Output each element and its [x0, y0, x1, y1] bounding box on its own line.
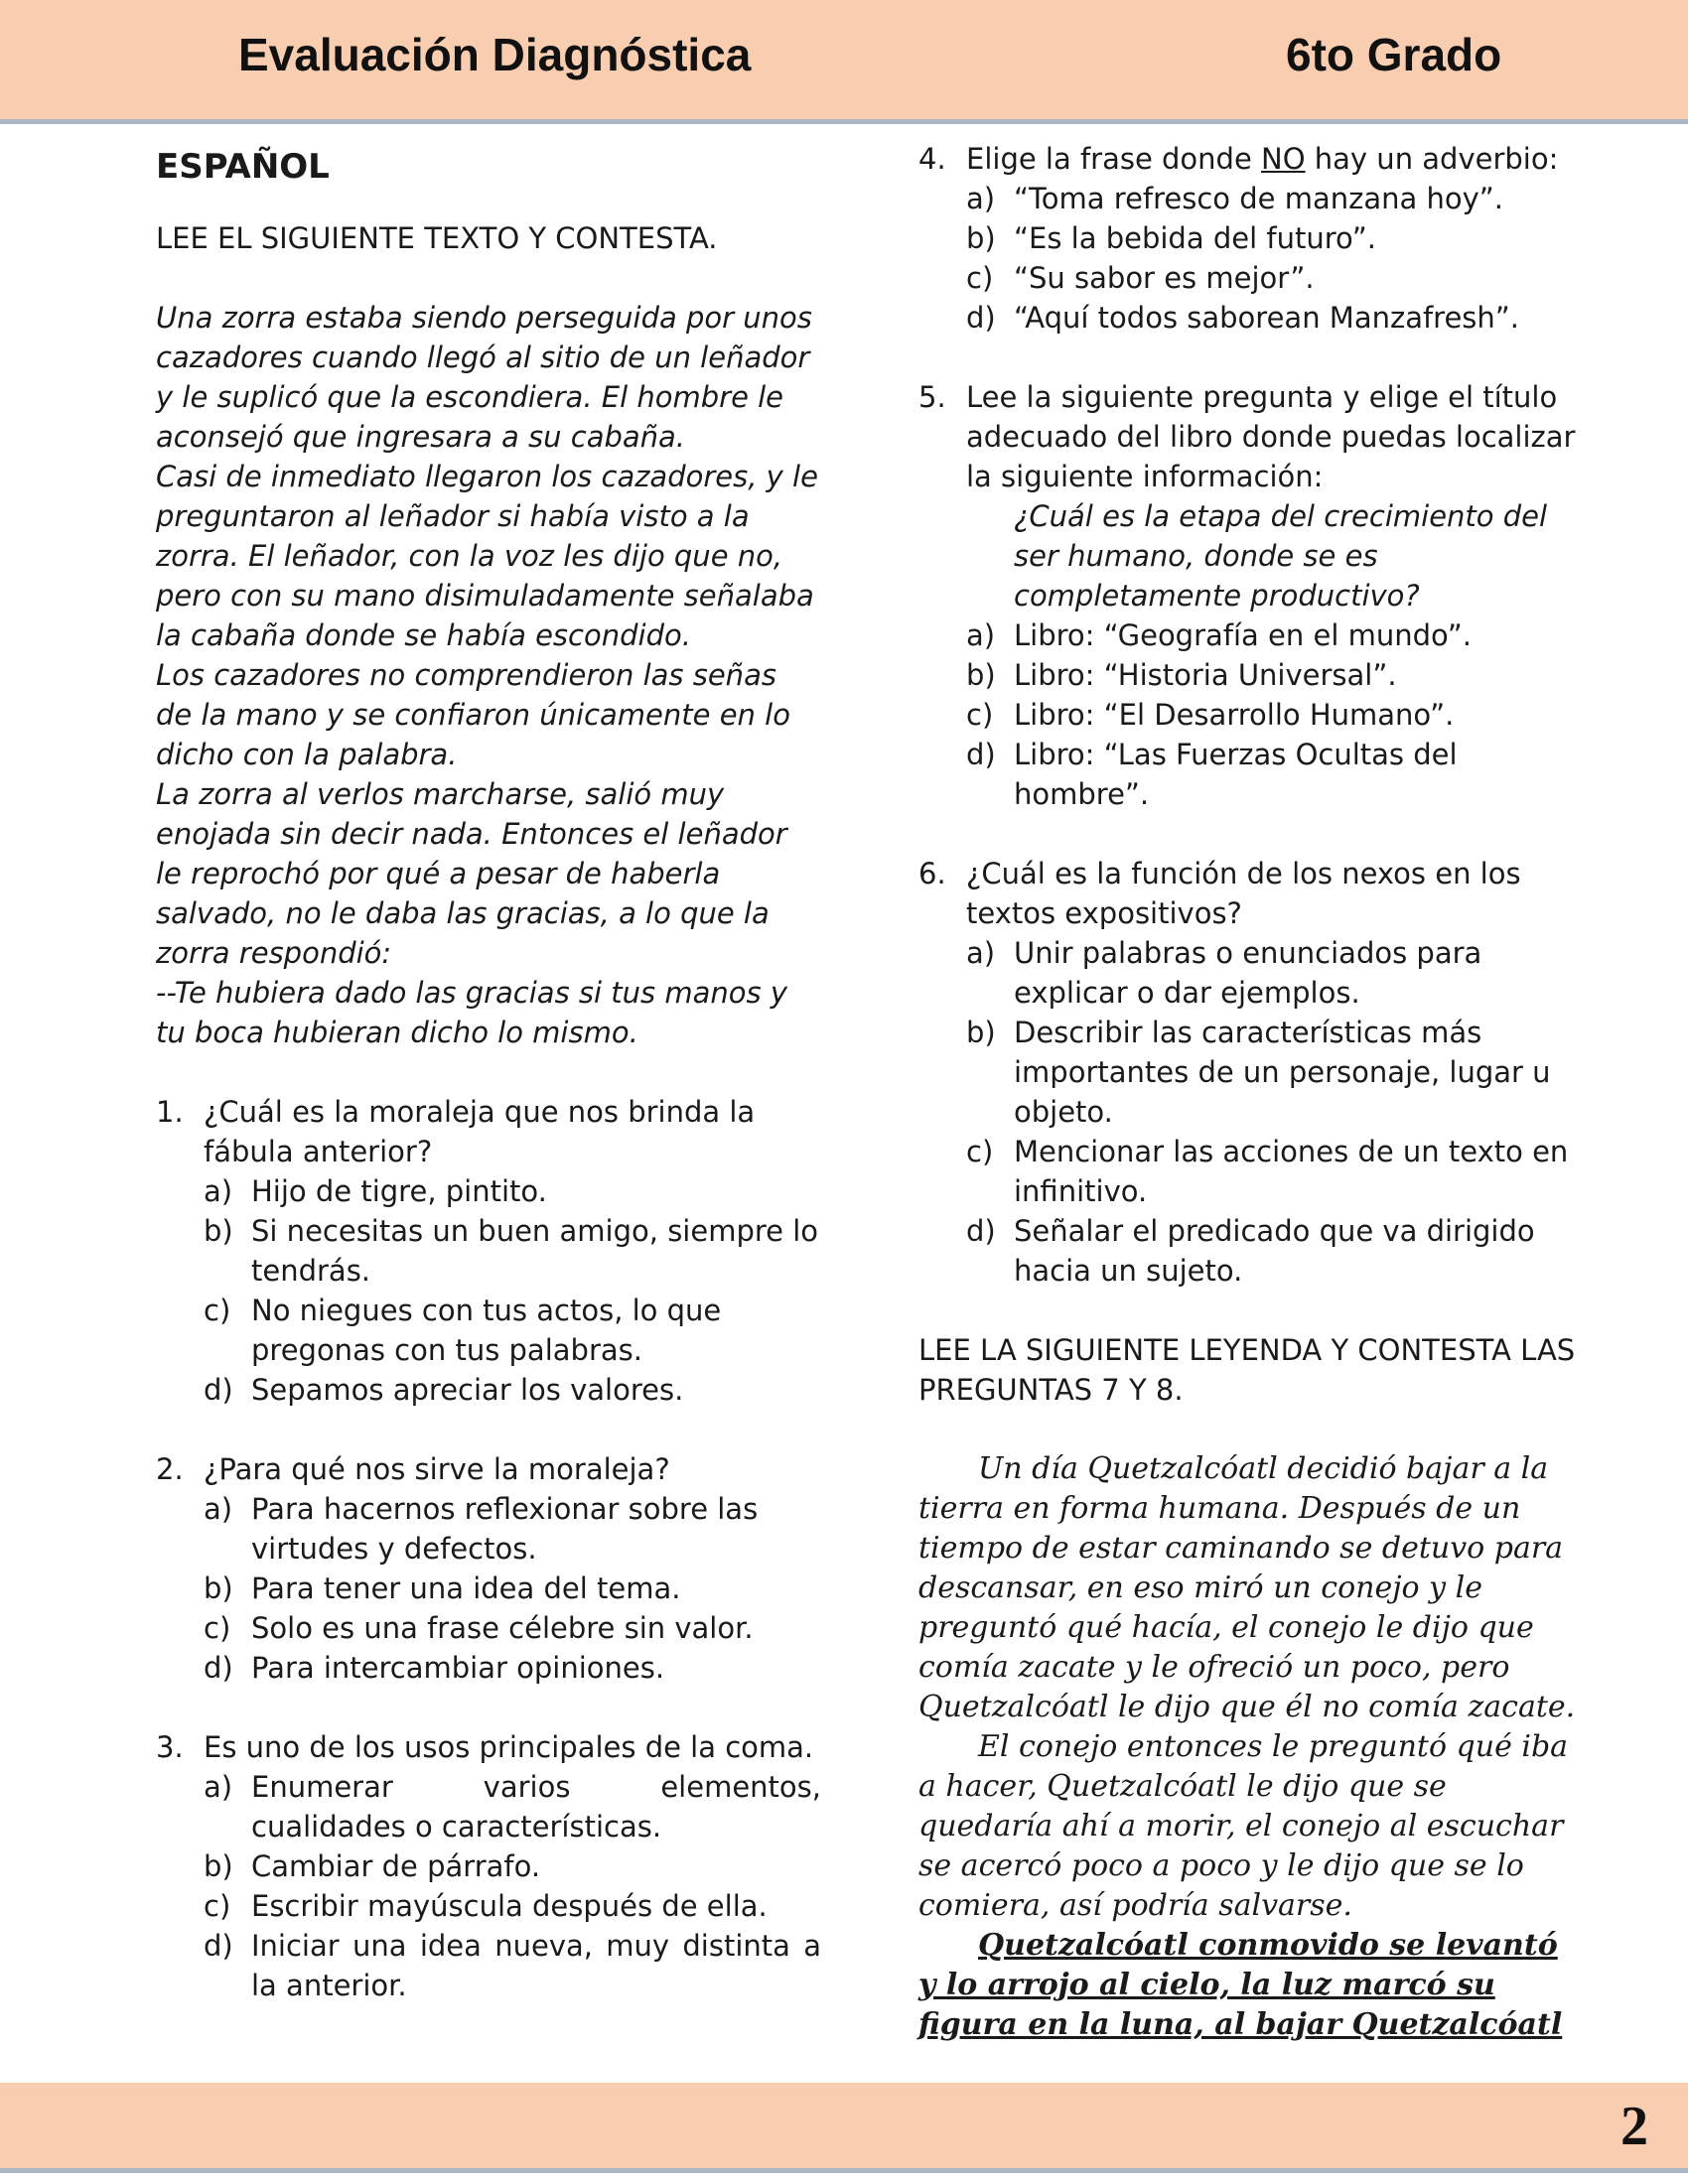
question-text: Lee la siguiente pregunta y elige el título adecuado del libro donde puedas localizar la siguiente información: — [966, 380, 1576, 493]
option-letter: d) — [966, 301, 996, 335]
option-letter: b) — [204, 1571, 233, 1605]
right-column — [918, 139, 1584, 2045]
question-text: Es uno de los usos principales de la coma. — [204, 1730, 814, 1764]
option-text: Unir palabras o enunciados para explicar o dar ejemplos. — [1014, 936, 1482, 1010]
option-letter: d) — [204, 1929, 233, 1963]
option-text: Cambiar de párrafo. — [251, 1849, 541, 1883]
question-4 — [918, 139, 1584, 338]
option-letter: a) — [204, 1174, 233, 1208]
option-text: Sepamos apreciar los valores. — [251, 1373, 684, 1407]
option-text: Libro: “Las Fuerzas Ocultas del hombre”. — [1014, 738, 1458, 811]
left-column — [156, 139, 821, 2005]
answer-option[interactable] — [204, 1767, 821, 1846]
fable-paragraph: --Te hubiera dado las gracias si tus manos y tu boca hubieran dicho lo mismo. — [156, 976, 787, 1049]
option-text: Iniciar una idea nueva, muy distinta a la anterior. — [251, 1929, 821, 2002]
answer-option[interactable] — [966, 655, 1584, 695]
answer-option[interactable] — [966, 218, 1584, 258]
option-text: Para hacernos reflexionar sobre las virtudes y defectos. — [251, 1492, 759, 1566]
option-letter: c) — [966, 698, 994, 732]
option-text: Señalar el predicado que va dirigido hacia un sujeto. — [1014, 1214, 1535, 1288]
fable-paragraph: La zorra al verlos marcharse, salió muy enojada sin decir nada. Entonces el leñador le reprochó por qué a pesar de haberla salvado, no le daba las gracias, a lo que la zorra respondió: — [156, 777, 787, 970]
question-number: 6. — [918, 857, 946, 890]
option-text: Escribir mayúscula después de ella. — [251, 1889, 768, 1923]
answer-option[interactable] — [966, 258, 1584, 298]
option-text: “Es la bebida del futuro”. — [1014, 221, 1376, 255]
option-text: Libro: “El Desarrollo Humano”. — [1014, 698, 1455, 732]
question-number: 5. — [918, 380, 946, 414]
option-letter: a) — [966, 618, 996, 652]
option-letter: b) — [966, 221, 996, 255]
fable-text — [156, 298, 821, 1052]
answer-option[interactable] — [204, 1648, 821, 1688]
answer-options — [204, 1171, 821, 1410]
option-text: Describir las características más importantes de un personaje, lugar u objeto. — [1014, 1016, 1551, 1129]
answer-option[interactable] — [204, 1608, 821, 1648]
reading-instruction: LEE EL SIGUIENTE TEXTO Y CONTESTA. — [156, 221, 718, 255]
option-text: Libro: “Historia Universal”. — [1014, 658, 1397, 692]
option-letter: b) — [204, 1214, 233, 1248]
page-number: 2 — [1620, 2096, 1648, 2157]
question-text: ¿Para qué nos sirve la moraleja? — [204, 1452, 670, 1486]
option-letter: a) — [204, 1770, 233, 1804]
question-5 — [918, 377, 1584, 814]
legend-paragraph: El conejo entonces le preguntó qué iba a hacer, Quetzalcóatl le dijo que se quedaría ahí a morir, el conejo al escuchar se acercó poco a poco y le dijo que se lo comiera, así podría salvarse. — [918, 1729, 1569, 1923]
answer-option[interactable] — [204, 1886, 821, 1926]
section-heading: ESPAÑOL — [156, 147, 330, 187]
answer-option[interactable] — [204, 1171, 821, 1211]
option-text: No niegues con tus actos, lo que pregonas con tus palabras. — [251, 1294, 722, 1367]
option-letter: b) — [204, 1849, 233, 1883]
answer-options — [204, 1489, 821, 1688]
answer-options — [204, 1767, 821, 2005]
option-letter: c) — [204, 1889, 231, 1923]
answer-options — [966, 933, 1584, 1291]
option-text: Hijo de tigre, pintito. — [251, 1174, 547, 1208]
answer-option[interactable] — [204, 1846, 821, 1886]
option-letter: c) — [966, 261, 994, 295]
answer-option[interactable] — [204, 1489, 821, 1569]
option-letter: d) — [204, 1373, 233, 1407]
question-1 — [156, 1092, 821, 1410]
legend-paragraph-emphasis: Quetzalcóatl conmovido se levantó y lo arrojo al cielo, la luz marcó su figura en la luna, al bajar Quetzalcóatl — [918, 1928, 1563, 2042]
option-letter: a) — [204, 1492, 233, 1526]
question-number: 4. — [918, 142, 946, 176]
question-number: 2. — [156, 1452, 184, 1486]
answer-option[interactable] — [204, 1569, 821, 1608]
answer-option[interactable] — [966, 933, 1584, 1013]
answer-option[interactable] — [966, 695, 1584, 735]
answer-option[interactable] — [966, 735, 1584, 814]
fable-paragraph: Casi de inmediato llegaron los cazadores, y le preguntaron al leñador si había visto a la zorra. El leñador, con la voz les dijo que no, pero con su mano disimuladamente señalaba la cabaña donde se había escondido. — [156, 460, 818, 652]
sub-question-text: ¿Cuál es la etapa del crecimiento del ser humano, donde se es completamente productivo? — [1014, 499, 1548, 613]
option-letter: d) — [966, 738, 996, 771]
legend-paragraph: Un día Quetzalcóatl decidió bajar a la tierra en forma humana. Después de un tiempo de estar caminando se detuvo para descansar, en eso miró un conejo y le preguntó qué hacía, el conejo le dijo que comía zacate y le ofreció un poco, pero Quetzalcóatl le dijo que él no comía zacate. — [918, 1451, 1576, 1724]
answer-option[interactable] — [966, 179, 1584, 218]
option-letter: c) — [966, 1135, 994, 1168]
question-6 — [918, 854, 1584, 1291]
fable-paragraph: Una zorra estaba siendo perseguida por unos cazadores cuando llegó al sitio de un leñador y le suplicó que la escondiera. El hombre le aconsejó que ingresara a su cabaña. — [156, 301, 812, 454]
option-text: Para intercambiar opiniones. — [251, 1651, 665, 1685]
option-letter: d) — [204, 1651, 233, 1685]
option-text: Mencionar las acciones de un texto en infinitivo. — [1014, 1135, 1569, 1208]
option-text: “Toma refresco de manzana hoy”. — [1014, 182, 1504, 215]
option-text: “Aquí todos saborean Manzafresh”. — [1014, 301, 1520, 335]
option-text: Solo es una frase célebre sin valor. — [251, 1611, 754, 1645]
answer-option[interactable] — [204, 1926, 821, 2005]
question-text-part: Elige la frase donde — [966, 142, 1262, 176]
question-number: 3. — [156, 1730, 184, 1764]
option-letter: d) — [966, 1214, 996, 1248]
question-text: ¿Cuál es la moraleja que nos brinda la fábula anterior? — [204, 1095, 756, 1168]
answer-option[interactable] — [204, 1370, 821, 1410]
answer-option[interactable] — [966, 298, 1584, 338]
option-text: Si necesitas un buen amigo, siempre lo tendrás. — [251, 1214, 819, 1288]
answer-option[interactable] — [966, 1013, 1584, 1132]
answer-option[interactable] — [204, 1211, 821, 1291]
option-letter: c) — [204, 1294, 231, 1327]
document-title: Evaluación Diagnóstica — [238, 29, 752, 80]
answer-options — [966, 179, 1584, 338]
option-text: “Su sabor es mejor”. — [1014, 261, 1315, 295]
question-text-part: hay un adverbio: — [1305, 142, 1559, 176]
option-text: Para tener una idea del tema. — [251, 1571, 681, 1605]
grade-label: 6to Grado — [1286, 29, 1502, 80]
answer-option[interactable] — [966, 1132, 1584, 1211]
option-text: Libro: “Geografía en el mundo”. — [1014, 618, 1472, 652]
answer-options — [966, 615, 1584, 814]
option-letter: c) — [204, 1611, 231, 1645]
option-letter: a) — [966, 936, 996, 970]
page-header — [0, 0, 1688, 124]
option-letter: b) — [966, 1016, 996, 1049]
question-2 — [156, 1449, 821, 1688]
question-text — [966, 139, 1584, 179]
question-text: ¿Cuál es la función de los nexos en los textos expositivos? — [966, 857, 1521, 930]
question-3 — [156, 1727, 821, 2005]
legend-instruction: LEE LA SIGUIENTE LEYENDA Y CONTESTA LAS PREGUNTAS 7 Y 8. — [918, 1333, 1576, 1407]
sub-question — [966, 496, 1584, 615]
page-footer — [0, 2083, 1688, 2173]
legend-text — [918, 1449, 1584, 2045]
answer-option[interactable] — [204, 1291, 821, 1370]
emphasis-no: NO — [1261, 142, 1306, 176]
option-letter: a) — [966, 182, 996, 215]
question-number: 1. — [156, 1095, 184, 1129]
option-letter: b) — [966, 658, 996, 692]
answer-option[interactable] — [966, 615, 1584, 655]
answer-option[interactable] — [966, 1211, 1584, 1291]
fable-paragraph: Los cazadores no comprendieron las señas de la mano y se confiaron únicamente en lo dicho con la palabra. — [156, 658, 790, 771]
option-text: Enumerar varios elementos, cualidades o características. — [251, 1770, 821, 1843]
